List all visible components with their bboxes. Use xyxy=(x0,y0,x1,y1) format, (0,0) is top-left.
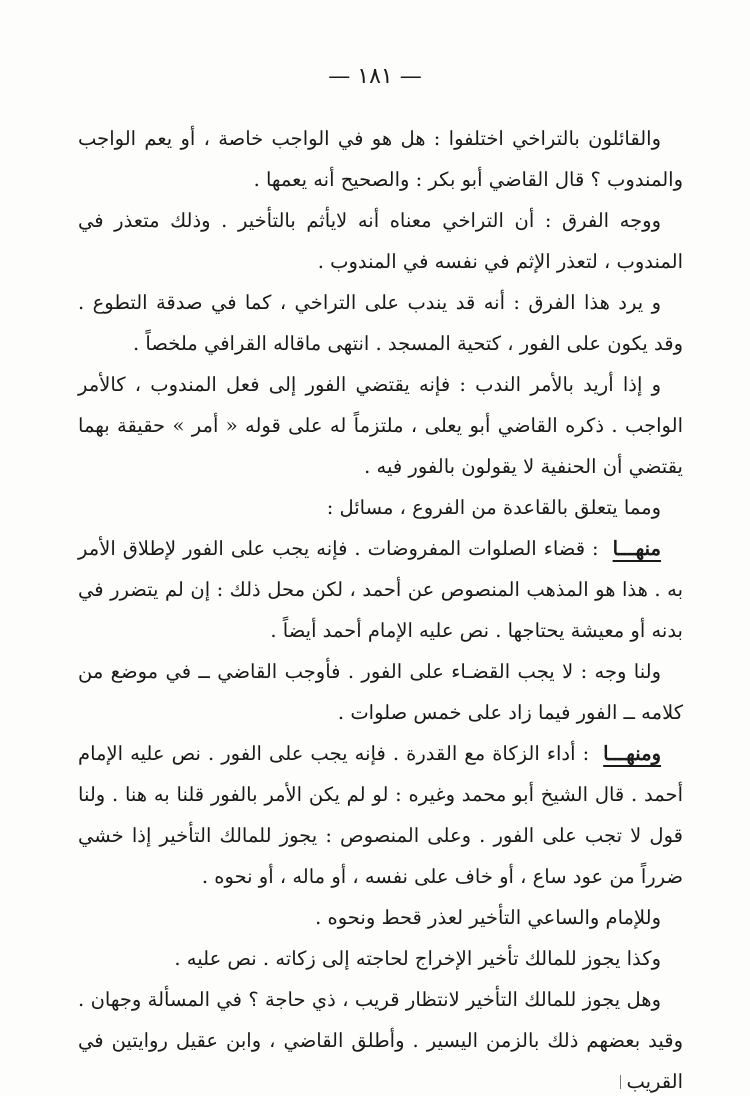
paragraph xyxy=(78,733,683,897)
paragraph xyxy=(78,528,683,651)
paragraph xyxy=(78,364,683,487)
paragraph-text: : أداء الزكاة مع القدرة . فإنه يجب على الفور . نص عليه الإمام أحمد . قال الشيخ أبو محمد وغيره : لو لم يكن الأمر بالفور قلنا به هنا . ولنا قول لا تجب على الفور . وعلى المنصوص : يجوز للمالك التأخير إذا خشي ضرراً من عود ساع ، أو خاف على نفسه ، أو ماله ، أو نحوه . xyxy=(78,742,683,888)
paragraph-text: ووجه الفرق : أن التراخي معناه أنه لايأثم بالتأخير . وذلك متعذر في المندوب ، لتعذر الإثم في نفسه في المندوب . xyxy=(78,209,683,273)
page-number: — ١٨١ — xyxy=(328,64,422,89)
paragraph-text: وكذا يجوز للمالك تأخير الإخراج لحاجته إلى زكاته . نص عليه . xyxy=(174,947,661,970)
paragraph xyxy=(78,651,683,733)
paragraph-text: ومما يتعلق بالقاعدة من الفروع ، مسائل : xyxy=(326,496,661,519)
paragraph-text: والقائلون بالتراخي اختلفوا : هل هو في الواجب خاصة ، أو يعم الواجب والمندوب ؟ قال القاضي أبو بكر : والصحيح أنه يعمها . xyxy=(78,127,683,191)
paragraph xyxy=(78,897,683,938)
paragraph-text: : قضاء الصلوات المفروضات . فإنه يجب على الفور لإطلاق الأمر به . هذا هو المذهب المنصوص عن أحمد ، لكن محل ذلك : إن لم يتضرر في بدنه أو معيشة يحتاجها . نص عليه الإمام أحمد أيضاً . xyxy=(78,537,683,642)
section-marker: ومنهـــا xyxy=(603,742,661,765)
paragraph xyxy=(78,938,683,979)
paragraph xyxy=(78,979,683,1102)
paragraph xyxy=(78,200,683,282)
paragraph xyxy=(78,282,683,364)
page-body xyxy=(78,118,683,1102)
paragraph-text: وللإمام والساعي التأخير لعذر قحط ونحوه . xyxy=(315,906,661,929)
paragraph xyxy=(78,118,683,200)
margin-tick xyxy=(620,1075,621,1089)
paragraph-text: و يرد هذا الفرق : أنه قد يندب على التراخي ، كما في صدقة التطوع . وقد يكون على الفور ، كتحية المسجد . انتهى ماقاله القرافي ملخصاً . xyxy=(78,291,683,355)
section-marker: منهـــا xyxy=(612,537,661,560)
paragraph-text: وهل يجوز للمالك التأخير لانتظار قريب ، ذي حاجة ؟ في المسألة وجهان . وقيد بعضهم ذلك بالزمن اليسير . وأطلق القاضي ، وابن عقيل روايتين في القريب xyxy=(78,988,683,1093)
paragraph xyxy=(78,487,683,528)
paragraph-text: ولنا وجه : لا يجب القضـاء على الفور . فأوجب القاضي ــ في موضع من كلامه ــ الفور فيما زاد على خمس صلوات . xyxy=(78,660,683,724)
paragraph-text: و إذا أريد بالأمر الندب : فإنه يقتضي الفور إلى فعل المندوب ، كالأمر الواجب . ذكره القاضي أبو يعلى ، ملتزماً له على قوله « أمر » حقيقة بهما يقتضي أن الحنفية لا يقولون بالفور فيه . xyxy=(78,373,683,478)
